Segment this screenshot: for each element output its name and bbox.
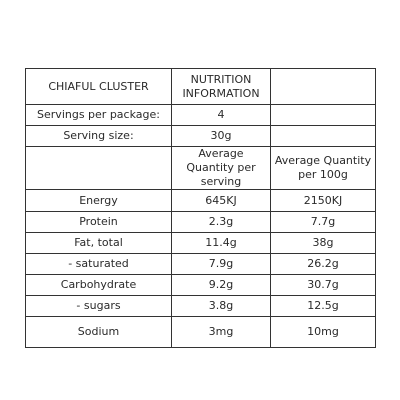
- nutrient-row-saturated: [26, 254, 376, 275]
- nutrient-label: Carbohydrate: [26, 275, 172, 296]
- nutrient-per-100g: 12.5g: [271, 296, 376, 317]
- nutrient-per-serving: 3.8g: [172, 296, 271, 317]
- nutrient-per-100g: 10mg: [271, 317, 376, 348]
- nutrient-per-serving: 9.2g: [172, 275, 271, 296]
- nutrient-per-100g: 7.7g: [271, 212, 376, 233]
- serving-size-row: [26, 126, 376, 147]
- nutrient-row-sodium: [26, 317, 376, 348]
- nutrient-per-100g: 30.7g: [271, 275, 376, 296]
- product-name: CHIAFUL CLUSTER: [26, 69, 172, 105]
- empty-cell: [26, 147, 172, 190]
- nutrient-per-serving: 645KJ: [172, 190, 271, 212]
- nutrient-per-100g: 26.2g: [271, 254, 376, 275]
- empty-cell: [271, 126, 376, 147]
- nutrient-per-100g: 38g: [271, 233, 376, 254]
- empty-cell: [271, 105, 376, 126]
- nutrient-label: - saturated: [26, 254, 172, 275]
- nutrient-label: - sugars: [26, 296, 172, 317]
- nutrient-row-energy: [26, 190, 376, 212]
- nutrition-information-table: [25, 68, 376, 348]
- panel-title: NUTRITION INFORMATION: [172, 69, 271, 105]
- nutrient-row-protein: [26, 212, 376, 233]
- nutrient-label: Energy: [26, 190, 172, 212]
- servings-per-package-value: 4: [172, 105, 271, 126]
- column-header-per-serving: Average Quantity per serving: [172, 147, 271, 190]
- nutrient-per-100g: 2150KJ: [271, 190, 376, 212]
- column-header-per-100g: Average Quantity per 100g: [271, 147, 376, 190]
- empty-cell: [271, 69, 376, 105]
- nutrient-per-serving: 11.4g: [172, 233, 271, 254]
- nutrient-row-sugars: [26, 296, 376, 317]
- serving-size-value: 30g: [172, 126, 271, 147]
- nutrient-label: Sodium: [26, 317, 172, 348]
- nutrient-label: Fat, total: [26, 233, 172, 254]
- title-row: [26, 69, 376, 105]
- nutrient-row-carbohydrate: [26, 275, 376, 296]
- nutrient-row-fat-total: [26, 233, 376, 254]
- serving-size-label: Serving size:: [26, 126, 172, 147]
- nutrient-label: Protein: [26, 212, 172, 233]
- nutrient-per-serving: 3mg: [172, 317, 271, 348]
- column-header-row: [26, 147, 376, 190]
- servings-per-package-label: Servings per package:: [26, 105, 172, 126]
- servings-per-package-row: [26, 105, 376, 126]
- nutrient-per-serving: 7.9g: [172, 254, 271, 275]
- nutrient-per-serving: 2.3g: [172, 212, 271, 233]
